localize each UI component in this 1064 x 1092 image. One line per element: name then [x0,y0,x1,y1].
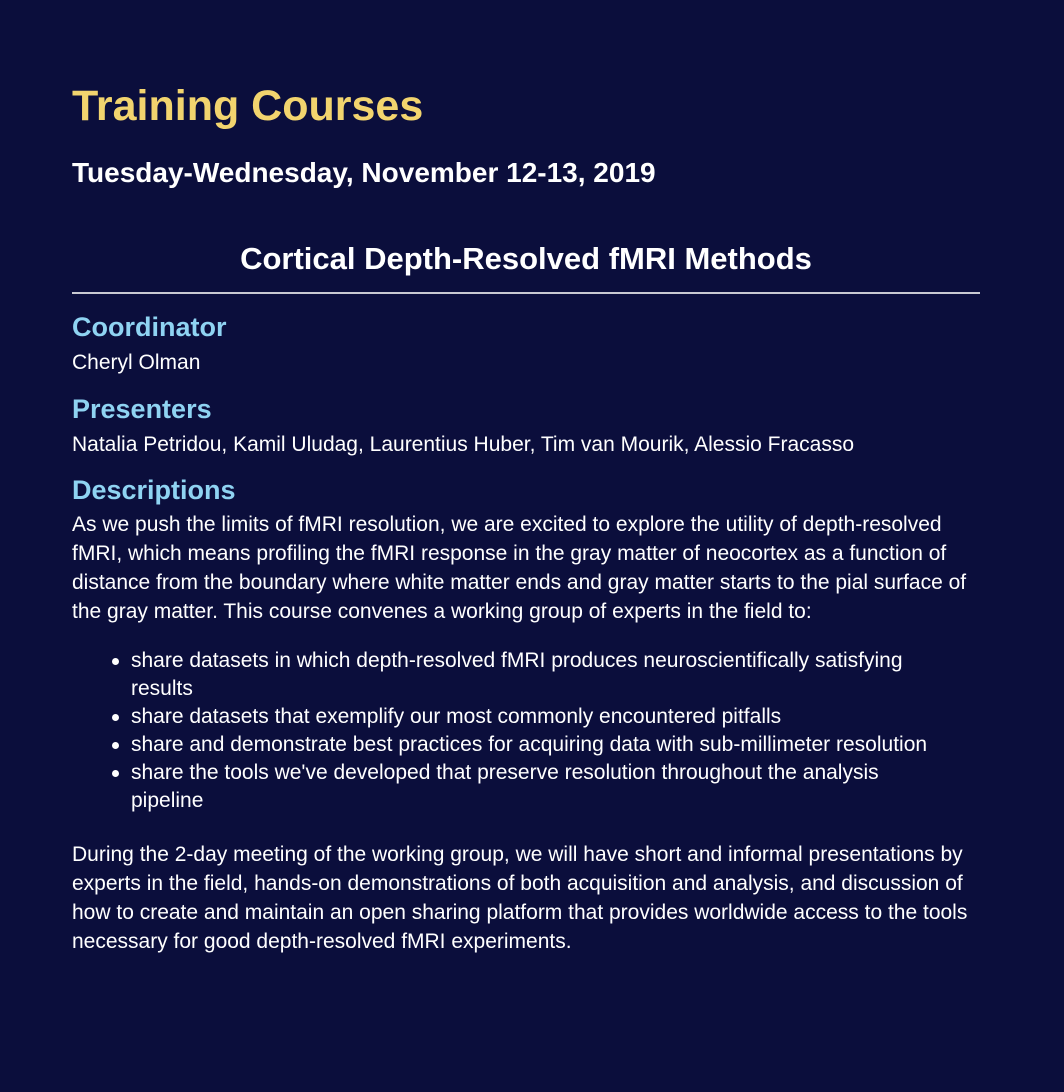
coordinator-name: Cheryl Olman [72,351,201,374]
presenters-heading: Presenters [72,394,212,424]
list-item [72,759,931,815]
course-title: Cortical Depth-Resolved fMRI Methods [72,239,980,294]
page-title: Training Courses [72,82,424,130]
bullet-icon [112,742,119,749]
event-date: Tuesday-Wednesday, November 12-13, 2019 [72,157,656,188]
goals-list [72,647,982,815]
list-item-text: share and demonstrate best practices for acquiring data with sub-millimeter resolution [131,733,928,756]
coordinator-heading: Coordinator [72,312,227,342]
bullet-icon [112,658,119,665]
description-intro: As we push the limits of fMRI resolution, we are excited to explore the utility of depth-resolved fMRI, which means profiling the fMRI response in the gray matter of neocortex as a function of distance from the boundary where white matter ends and gray matter starts to the pial surface of the gray matter. This course convenes a working group of experts in the field to: [72,513,967,623]
descriptions-heading: Descriptions [72,475,236,505]
bullet-icon [112,770,119,777]
description-closing: During the 2-day meeting of the working group, we will have short and informal presentations by experts in the field, hands-on demonstrations of both acquisition and analysis, and discussion of how to create and maintain an open sharing platform that provides worldwide access to the tools necessary for good depth-resolved fMRI experiments. [72,843,968,953]
bullet-icon [112,714,119,721]
presenters-list: Natalia Petridou, Kamil Uludag, Laurentius Huber, Tim van Mourik, Alessio Fracasso [72,433,855,456]
list-item-text: share datasets that exemplify our most commonly encountered pitfalls [131,705,782,728]
list-item [72,647,931,703]
list-item-text: share datasets in which depth-resolved fMRI produces neuroscientifically satisfying results [131,649,903,700]
list-item-text: share the tools we've developed that preserve resolution throughout the analysis pipeline [131,761,879,812]
list-item [72,731,931,759]
list-item [72,703,931,731]
